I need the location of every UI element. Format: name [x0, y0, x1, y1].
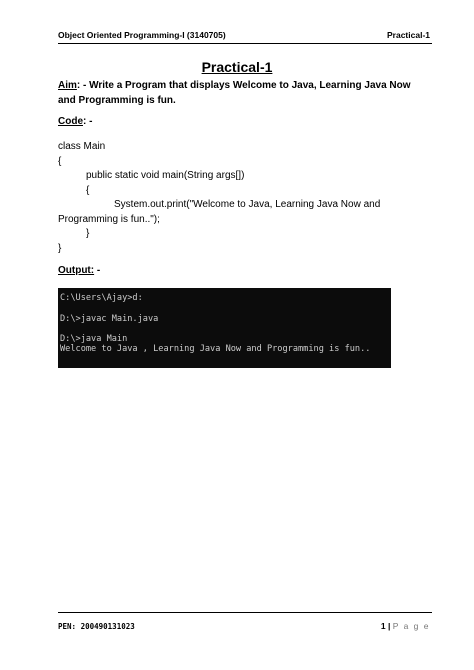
console-line: [60, 324, 389, 334]
footer-page: [381, 621, 430, 631]
code-line: }: [58, 242, 62, 254]
header-divider: [58, 43, 432, 44]
page-word: P a g e: [392, 621, 430, 631]
console-line: Welcome to Java , Learning Java Now and Programming is fun..: [60, 344, 371, 355]
code-line: class Main: [58, 141, 106, 152]
console-line: D:\>javac Main.java: [60, 313, 159, 324]
console-line: [60, 303, 389, 313]
console-output: [58, 288, 391, 368]
output-label: Output:: [58, 265, 95, 276]
page-number: 1: [380, 621, 386, 631]
code-line: public static void main(String args[]): [86, 170, 245, 181]
console-line: D:\>java Main: [60, 334, 128, 345]
output-label-suffix: -: [94, 265, 101, 276]
code-label-suffix: : -: [83, 116, 93, 127]
footer-pen: PEN: 200490131023: [58, 622, 135, 631]
page-title: Practical-1: [201, 59, 273, 75]
header-practical: Practical-1: [387, 30, 430, 40]
code-label: Code: [58, 116, 83, 127]
code-line: {: [86, 184, 90, 196]
code-block: [58, 140, 430, 256]
output-heading: [58, 265, 100, 276]
code-heading: [58, 116, 92, 127]
aim-label: Aim: [58, 80, 77, 91]
footer-divider: [58, 612, 432, 613]
page-separator: |: [387, 621, 391, 631]
code-line: Programming is fun..");: [58, 213, 160, 225]
code-line: System.out.print("Welcome to Java, Learning Java Now and: [114, 199, 381, 210]
header-subject: Object Oriented Programming-I (3140705): [58, 30, 226, 40]
aim-paragraph: [58, 78, 430, 108]
console-line: C:\Users\Ajay>d:: [60, 293, 143, 303]
aim-text: : - Write a Program that displays Welcome to Java, Learning Java Now and Programming is fun.: [58, 80, 411, 106]
code-line: }: [86, 228, 90, 239]
code-line: {: [58, 155, 62, 167]
